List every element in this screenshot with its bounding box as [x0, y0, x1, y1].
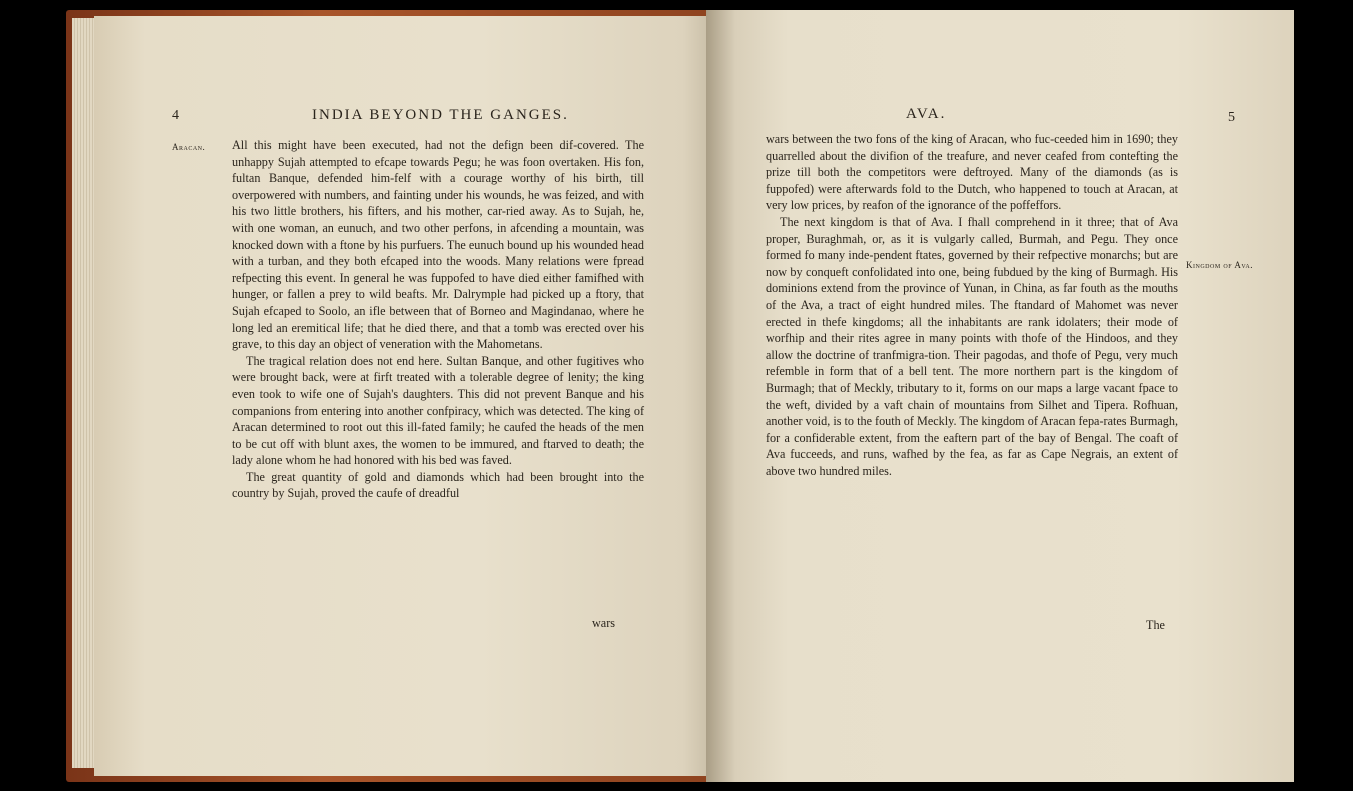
- page-number: 4: [172, 108, 179, 123]
- margin-note: Kingdom of Ava.: [1186, 260, 1253, 270]
- catchword: wars: [592, 616, 616, 630]
- page-edges: [72, 18, 94, 768]
- page-number: 5: [1228, 110, 1235, 125]
- right-body: [766, 131, 1178, 479]
- paragraph: The next kingdom is that of Ava. I fhall comprehend in it three; that of Ava proper, Buraghmah, or, as it is vulgarly called, Burmah, and Pegu. They once formed fo many inde-pendent ftates, governed by their refpective monarchs; but are now by conqueft confolidated into one, being fubdued by the king of Burmagh. His dominions extend from the province of Yunan, in China, as far fouth as the mouths of the Ava, a tract of eight hundred miles. The ftandard of Mahomet was never erected in thefe kingdoms; all the inhabitants are rank idolaters; their mode of worfhip and their rites agree in many points with thofe of the Hindoos, and they allow the doctrine of tranfmigra-tion. Their pagodas, and thofe of Pegu, very much refemble in form that of a bell tent. The more northern part is the kingdom of Burmagh; that of Meckly, tributary to it, forms on our maps a large vacant fpace to the weft, divided by a vaft chain of mountains from Silhet and Tipera. Rofhuan, another void, is to the fouth of Meckly. The kingdom of Aracan fepa-rates Burmagh, for a confiderable extent, from the eaftern part of the bay of Bengal. The coaft of Ava fucceeds, and runs, wafhed by the fea, as far as Cape Negrais, an extent of above two hundred miles.: [766, 214, 1178, 478]
- right-page: [706, 10, 1294, 782]
- book: [66, 10, 1294, 782]
- running-head: AVA.: [906, 106, 947, 122]
- margin-note: Aracan.: [172, 142, 206, 152]
- catchword: The: [1146, 618, 1165, 632]
- left-page: [94, 16, 734, 776]
- running-head: INDIA BEYOND THE GANGES.: [312, 107, 569, 123]
- paragraph: All this might have been executed, had not the defign been dif-covered. The unhappy Sujah attempted to efcape towards Pegu; he was foon overtaken. His fon, fultan Banque, defended him-felf with a courage worthy of his birth, till overpowered with numbers, and fainting under his wounds, he was feized, and with his two little brothers, his fifters, and his mother, car-ried away. As to Sujah, he, with one woman, an eunuch, and two other perfons, in afcending a mountain, was knocked down with a ftone by his purfuers. The eunuch bound up his wounded head with a turban, and they both efcaped into the woods. Many relations were fpread refpecting this event. In general he was fuppofed to have died either famifhed with hunger, or fallen a prey to wild beafts. Mr. Dalrymple had picked up a ftory, that Sujah efcaped to Soolo, an ifle between that of Borneo and Magindanao, where he long led an eremitical life; that he died there, and that a tomb was erected over his grave, to this day an object of veneration with the Mahometans.: [232, 138, 644, 352]
- left-body: [232, 137, 644, 502]
- paragraph: The tragical relation does not end here. Sultan Banque, and other fugitives who were brought back, were at firft treated with a tolerable degree of lenity; the king even took to wife one of Sujah's daughters. This did not prevent Banque and his companions from entering into another confpiracy, which was detected. The king of Aracan determined to root out this ill-fated family; he caufed the heads of the men to be cut off with blunt axes, the women to be immured, and ftarved to death; the lady alone whom he had honored with his bed was faved.: [232, 353, 644, 468]
- paragraph: wars between the two fons of the king of Aracan, who fuc-ceeded him in 1690; they quarrelled about the divifion of the treafure, and never ceafed from contefting the prize till both the competitors were deftroyed. Many of the diamonds (as is fuppofed) were afterwards fold to the Dutch, who happened to touch at Aracan, at very low prices, by reafon of the ignorance of the poffeffors.: [766, 132, 1178, 213]
- paragraph: The great quantity of gold and diamonds which had been brought into the country by Sujah, proved the caufe of dreadful: [232, 469, 644, 501]
